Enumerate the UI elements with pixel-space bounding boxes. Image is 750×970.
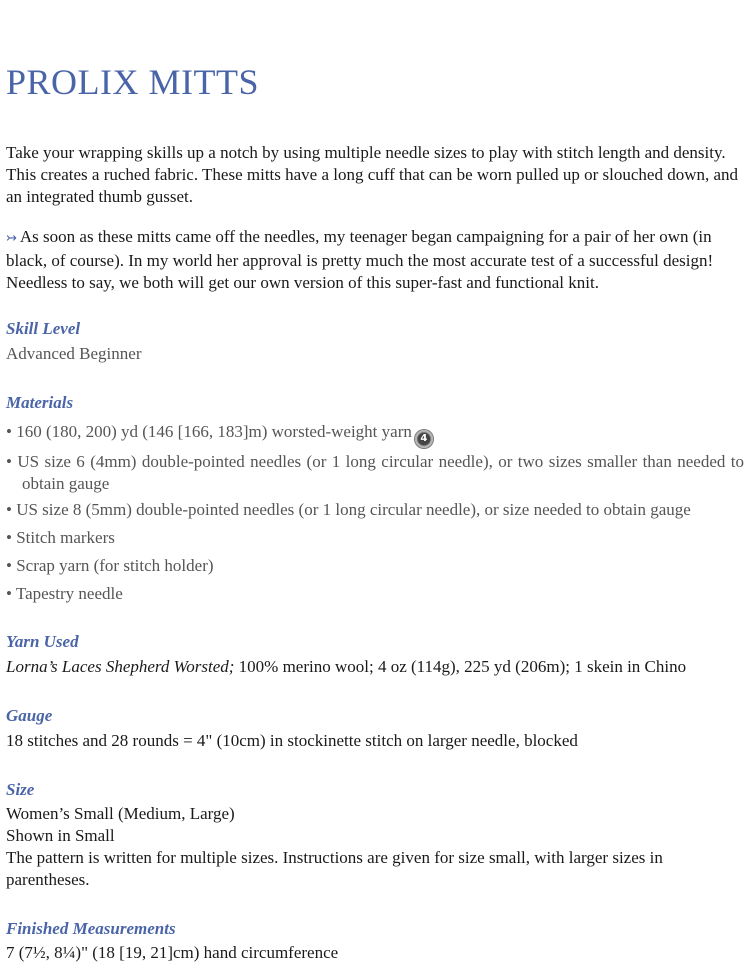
materials-item: • 160 (180, 200) yd (146 [166, 183]m) worsted-weight yarn 4: [6, 421, 744, 448]
size-heading: Size: [6, 780, 35, 799]
gauge-value: 18 stitches and 28 rounds = 4" (10cm) in stockinette stitch on larger needle, blocked: [6, 731, 578, 750]
yarn-name: Lorna’s Laces Shepherd Worsted;: [6, 657, 235, 676]
anecdote-paragraph: [6, 226, 744, 294]
materials-item: • Stitch markers: [6, 528, 115, 547]
skill-level-heading: Skill Level: [6, 319, 81, 338]
intro-paragraph: Take your wrapping skills up a notch by using multiple needle sizes to play with stitch length and density. This creates a ruched fabric. These mitts have a long cuff that can be worn pulled up or slouched down, and an integrated thumb gusset.: [6, 143, 739, 206]
materials-item: • Scrap yarn (for stitch holder): [6, 556, 214, 575]
size-line: Women’s Small (Medium, Large): [6, 804, 235, 823]
arrow-bullet-icon: ↣: [6, 231, 17, 246]
materials-heading: Materials: [6, 393, 74, 412]
anecdote-text: As soon as these mitts came off the needles, my teenager began campaigning for a pair of her own (in black, of course). In my world her approval is pretty much the most accurate test of a successful design! Needless to say, we both will get our own version of this super-fast and functional knit.: [6, 227, 714, 292]
size-note: The pattern is written for multiple sizes. Instructions are given for size small, with larger sizes in parentheses.: [6, 848, 663, 889]
finished-measurements-value: 7 (7½, 8¼)" (18 [19, 21]cm) hand circumference: [6, 943, 339, 962]
yarn-details: 100% merino wool; 4 oz (114g), 225 yd (206m); 1 skein in Chino: [234, 657, 687, 676]
page-title: PROLIX MITTS: [6, 62, 260, 102]
skill-level-value: Advanced Beginner: [6, 344, 142, 363]
gauge-heading: Gauge: [6, 706, 53, 725]
size-line: Shown in Small: [6, 826, 115, 845]
materials-item: • US size 8 (5mm) double-pointed needles (or 1 long circular needle), or size needed to obtain gauge: [6, 500, 691, 519]
yarn-used-heading: Yarn Used: [6, 632, 79, 651]
finished-measurements-heading: Finished Measurements: [6, 919, 176, 938]
yarn-used-value: [6, 656, 686, 678]
materials-item: • Tapestry needle: [6, 584, 123, 603]
yarn-weight-icon: 4: [415, 430, 433, 448]
materials-item: • US size 6 (4mm) double-pointed needles (or 1 long circular needle), or two sizes smaller than needed to obtain gauge: [6, 452, 744, 493]
